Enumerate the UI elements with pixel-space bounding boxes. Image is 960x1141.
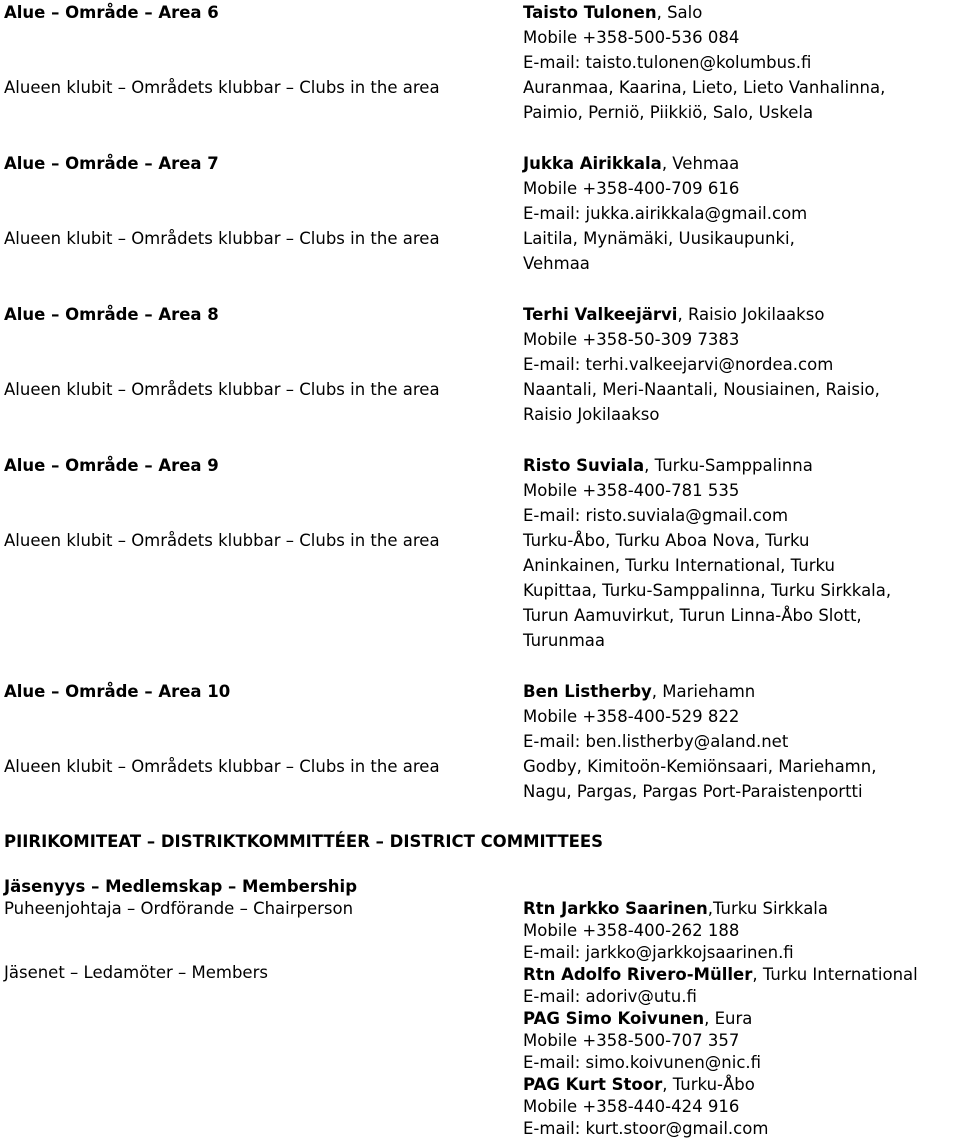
contact-email: E-mail: simo.koivunen@nic.fi: [523, 1053, 762, 1072]
area-title: Alue – Område – Area 7: [4, 154, 219, 173]
area-title: Alue – Område – Area 9: [4, 456, 219, 475]
area-club-list-line: Naantali, Meri-Naantali, Nousiainen, Raisio,: [523, 380, 880, 399]
contact-mobile: Mobile +358-400-262 188: [523, 921, 740, 940]
members-label: Jäsenet – Ledamöter – Members: [4, 963, 268, 982]
area-clubs-label: Alueen klubit – Områdets klubbar – Clubs in the area: [4, 229, 440, 248]
contact-name: Taisto Tulonen: [523, 3, 657, 22]
area-title: Alue – Område – Area 10: [4, 682, 231, 701]
area-club-list-line: Turun Aamuvirkut, Turun Linna-Åbo Slott,: [523, 606, 862, 625]
area-club-list-line: Vehmaa: [523, 254, 590, 273]
area-title: Alue – Område – Area 6: [4, 3, 219, 22]
area-club-list-line: Turku-Åbo, Turku Aboa Nova, Turku: [523, 531, 810, 550]
contact-name: Terhi Valkeejärvi: [523, 305, 678, 324]
contact-location: ,Turku Sirkkala: [707, 899, 828, 918]
area-clubs-label: Alueen klubit – Områdets klubbar – Clubs in the area: [4, 380, 440, 399]
area-clubs-label: Alueen klubit – Områdets klubbar – Clubs in the area: [4, 757, 440, 776]
contact-location: , Vehmaa: [661, 154, 740, 173]
area-club-list-line: Godby, Kimitoön-Kemiönsaari, Mariehamn,: [523, 757, 877, 776]
area-club-list-line: Nagu, Pargas, Pargas Port-Paraistenportti: [523, 782, 863, 801]
contact-email: E-mail: ben.listherby@aland.net: [523, 732, 789, 751]
area-contact: [523, 453, 813, 478]
contact-email: E-mail: taisto.tulonen@kolumbus.fi: [523, 53, 812, 72]
membership-heading: Jäsenyys – Medlemskap – Membership: [4, 877, 358, 896]
area-club-list-line: Aninkainen, Turku International, Turku: [523, 556, 835, 575]
contact-mobile: Mobile +358-400-709 616: [523, 179, 740, 198]
contact-mobile: Mobile +358-440-424 916: [523, 1097, 740, 1116]
contact-name: Ben Listherby: [523, 682, 652, 701]
area-clubs-label: Alueen klubit – Områdets klubbar – Clubs in the area: [4, 531, 440, 550]
area-club-list-line: Laitila, Mynämäki, Uusikaupunki,: [523, 229, 795, 248]
contact-email: E-mail: jarkko@jarkkojsaarinen.fi: [523, 943, 794, 962]
area-title: Alue – Område – Area 8: [4, 305, 219, 324]
area-contact: [523, 151, 739, 176]
contact-email: E-mail: jukka.airikkala@gmail.com: [523, 204, 808, 223]
area-contact: [523, 679, 755, 704]
contact-location: , Raisio Jokilaakso: [677, 305, 825, 324]
contact-email: E-mail: adoriv@utu.fi: [523, 987, 697, 1006]
contact-location: , Turku-Åbo: [662, 1075, 755, 1094]
contact-location: , Salo: [656, 3, 703, 22]
contact-mobile: Mobile +358-400-781 535: [523, 481, 740, 500]
contact-mobile: Mobile +358-500-536 084: [523, 28, 740, 47]
contact-name: Jukka Airikkala: [523, 154, 662, 173]
contact-name: Rtn Jarkko Saarinen: [523, 899, 708, 918]
contact-mobile: Mobile +358-500-707 357: [523, 1031, 740, 1050]
area-club-list-line: Raisio Jokilaakso: [523, 405, 660, 424]
contact-name: Risto Suviala: [523, 456, 645, 475]
contact-location: , Eura: [704, 1009, 753, 1028]
area-club-list-line: Kupittaa, Turku-Samppalinna, Turku Sirkkala,: [523, 581, 892, 600]
area-club-list-line: Turunmaa: [523, 631, 606, 650]
contact-name: Rtn Adolfo Rivero-Müller: [523, 965, 753, 984]
chair-label: Puheenjohtaja – Ordförande – Chairperson: [4, 899, 354, 918]
contact-name: PAG Simo Koivunen: [523, 1009, 705, 1028]
contact-mobile: Mobile +358-400-529 822: [523, 707, 740, 726]
contact-location: , Turku International: [752, 965, 918, 984]
contact-email: E-mail: kurt.stoor@gmail.com: [523, 1119, 769, 1138]
contact-location: , Turku-Samppalinna: [644, 456, 813, 475]
area-club-list-line: Paimio, Perniö, Piikkiö, Salo, Uskela: [523, 103, 814, 122]
contact-email: E-mail: risto.suviala@gmail.com: [523, 506, 789, 525]
area-club-list-line: Auranmaa, Kaarina, Lieto, Lieto Vanhalinna,: [523, 78, 886, 97]
district-committees-heading: PIIRIKOMITEAT – DISTRIKTKOMMITTÉER – DISTRICT COMMITTEES: [4, 832, 603, 851]
area-contact: [523, 0, 702, 25]
contact-name: PAG Kurt Stoor: [523, 1075, 663, 1094]
area-contact: [523, 302, 824, 327]
area-clubs-label: Alueen klubit – Områdets klubbar – Clubs in the area: [4, 78, 440, 97]
contact-location: , Mariehamn: [651, 682, 756, 701]
contact-email: E-mail: terhi.valkeejarvi@nordea.com: [523, 355, 834, 374]
contact-mobile: Mobile +358-50-309 7383: [523, 330, 740, 349]
